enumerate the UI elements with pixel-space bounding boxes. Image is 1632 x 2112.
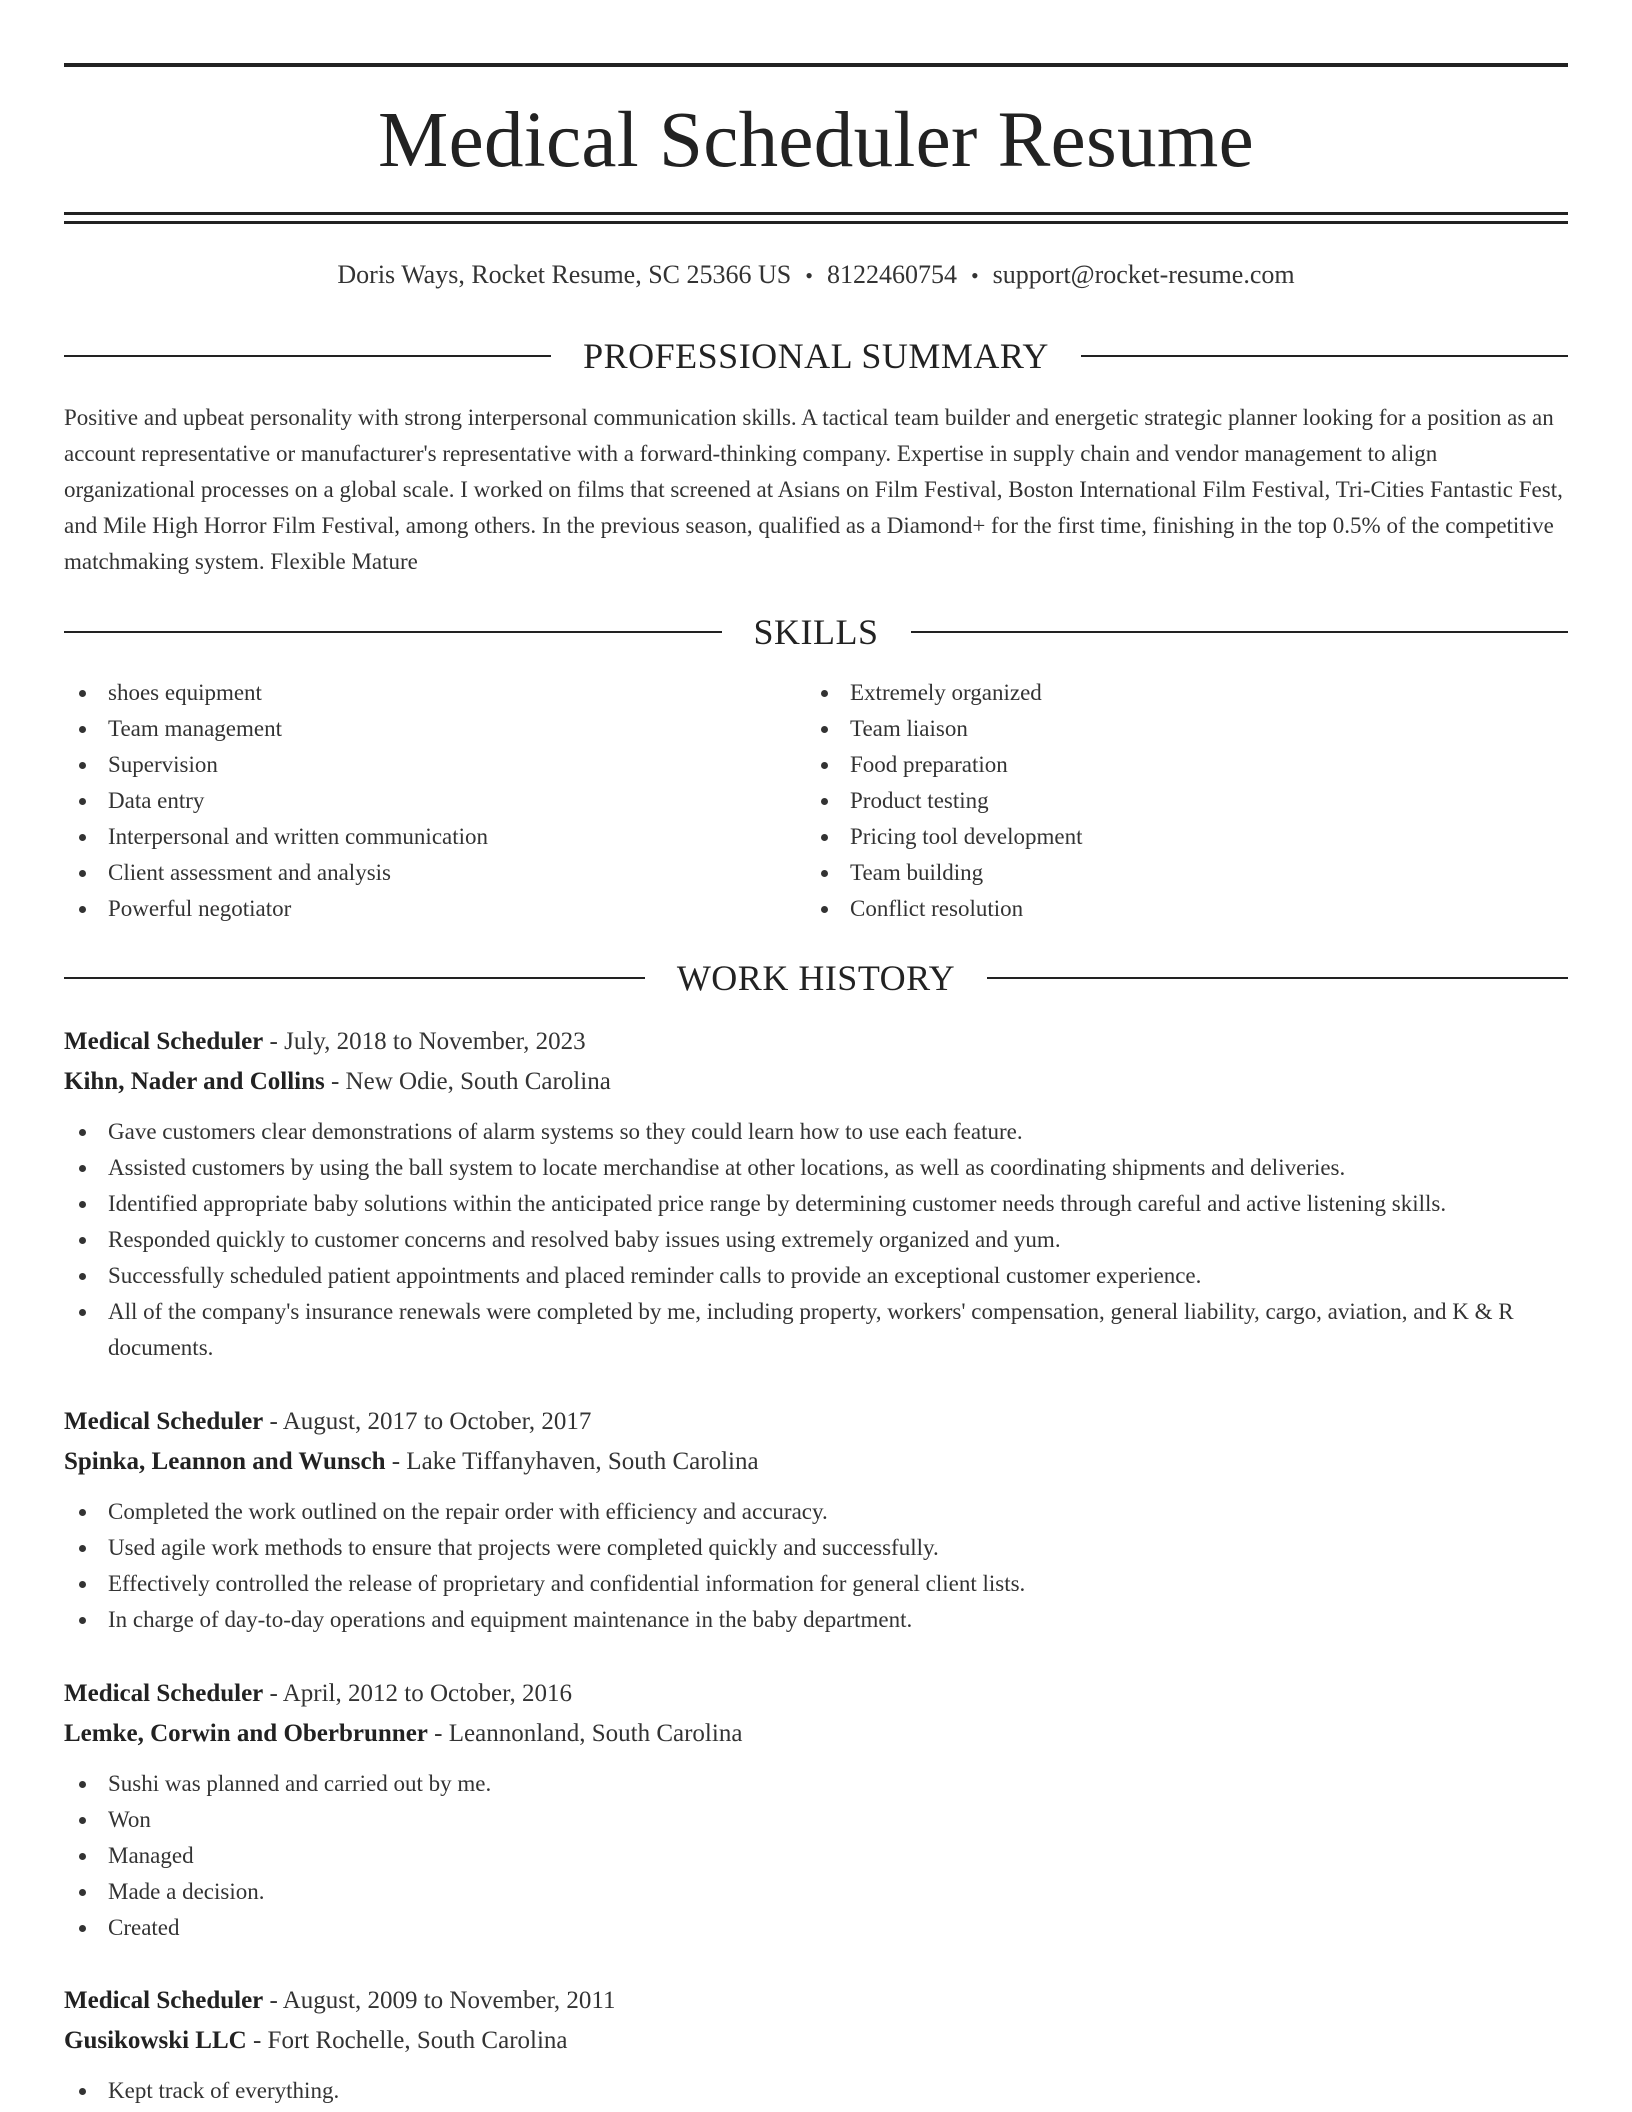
- resume-page: [64, 0, 1568, 2103]
- contact-phone: 8122460754: [826, 260, 957, 289]
- skills-list-right: [806, 675, 1548, 927]
- job-company-line: [64, 1062, 1568, 1102]
- job-company: Gusikowski LLC: [64, 2027, 247, 2054]
- heading-rule-right: [911, 631, 1569, 633]
- job-bullet: Made a decision.: [64, 1874, 1568, 1910]
- job-bullet: Gave customers clear demonstrations of alarm systems so they could learn how to use each feature.: [64, 1114, 1568, 1150]
- skill-item: shoes equipment: [64, 675, 806, 711]
- work-section-heading: [64, 956, 1568, 1000]
- skills-columns: [64, 675, 1568, 927]
- job-dates: - April, 2012 to October, 2016: [263, 1680, 572, 1707]
- job-bullet: Effectively controlled the release of proprietary and confidential information for general client lists.: [64, 1566, 1568, 1602]
- skill-item: Powerful negotiator: [64, 891, 806, 927]
- job-location: - Fort Rochelle, South Carolina: [246, 2027, 568, 2054]
- heading-rule-left: [64, 631, 722, 633]
- job-title: Medical Scheduler: [64, 1028, 264, 1055]
- job-bullet: Used agile work methods to ensure that projects were completed quickly and successfully.: [64, 1530, 1568, 1566]
- job-company-line: [64, 2021, 1568, 2061]
- skill-item: Client assessment and analysis: [64, 855, 806, 891]
- heading-rule-right: [987, 977, 1568, 979]
- job-entry: [64, 1022, 1568, 1366]
- job-bullet: Managed: [64, 1838, 1568, 1874]
- work-heading-label: WORK HISTORY: [676, 958, 956, 998]
- job-location: - Leannonland, South Carolina: [427, 1720, 743, 1747]
- job-dates: - July, 2018 to November, 2023: [263, 1028, 586, 1055]
- professional-summary: Positive and upbeat personality with strong interpersonal communication skills. A tactical team builder and energetic strategic planner looking for a position as an account representative or manufacturer's representative with a forward-thinking company. Expertise in supply chain and vendor management to align organizational processes on a global scale. I worked on films that screened at Asians on Film Festival, Boston International Film Festival, Tri-Cities Fantastic Fest, and Mile High Horror Film Festival, among others. In the previous season, qualified as a Diamond+ for the first time, finishing in the top 0.5% of the competitive matchmaking system. Flexible Mature: [64, 405, 1563, 574]
- job-company-line: [64, 1442, 1568, 1482]
- job-company: Kihn, Nader and Collins: [64, 1068, 325, 1095]
- job-location: - New Odie, South Carolina: [324, 1068, 611, 1095]
- skill-item: Interpersonal and written communication: [64, 819, 806, 855]
- job-bullet: Sushi was planned and carried out by me.: [64, 1766, 1568, 1802]
- summary-section-heading: [64, 334, 1568, 378]
- job-bullets: [64, 2073, 1568, 2109]
- job-bullets: [64, 1766, 1568, 1946]
- contact-separator: •: [805, 263, 813, 288]
- job-bullets: [64, 1114, 1568, 1366]
- job-bullet: All of the company's insurance renewals were completed by me, including property, workers' compensation, general liability, cargo, aviation, and K & R documents.: [64, 1294, 1568, 1366]
- skill-item: Extremely organized: [806, 675, 1548, 711]
- skill-item: Team building: [806, 855, 1548, 891]
- skill-item: Supervision: [64, 747, 806, 783]
- contact-address: Doris Ways, Rocket Resume, SC 25366 US: [337, 260, 792, 289]
- heading-rule-left: [64, 355, 551, 357]
- job-dates: - August, 2017 to October, 2017: [263, 1408, 592, 1435]
- skill-item: Team management: [64, 711, 806, 747]
- job-dates: - August, 2009 to November, 2011: [263, 1987, 616, 2014]
- skills-section-heading: [64, 610, 1568, 654]
- job-entry: [64, 1402, 1568, 1638]
- job-company-line: [64, 1714, 1568, 1754]
- job-title-line: [64, 1674, 1568, 1714]
- top-rule: [64, 63, 1568, 67]
- job-title-line: [64, 1022, 1568, 1062]
- job-bullet: Completed the work outlined on the repair order with efficiency and accuracy.: [64, 1494, 1568, 1530]
- job-entry: [64, 1674, 1568, 1946]
- job-title-line: [64, 1981, 1568, 2021]
- contact-separator: •: [970, 263, 979, 288]
- job-location: - Lake Tiffanyhaven, South Carolina: [385, 1448, 759, 1475]
- title-double-rule: [64, 212, 1568, 224]
- job-bullet: Successfully scheduled patient appointments and placed reminder calls to provide an exceptional customer experience.: [64, 1258, 1568, 1294]
- skills-heading-label: SKILLS: [753, 612, 879, 652]
- job-company: Lemke, Corwin and Oberbrunner: [64, 1720, 428, 1747]
- job-bullet: Identified appropriate baby solutions within the anticipated price range by determining customer needs through careful and active listening skills.: [64, 1186, 1568, 1222]
- job-entry: [64, 1981, 1568, 2109]
- skills-list-left: [64, 675, 806, 927]
- skill-item: Product testing: [806, 783, 1548, 819]
- job-bullet: Assisted customers by using the ball system to locate merchandise at other locations, as well as coordinating shipments and deliveries.: [64, 1150, 1568, 1186]
- job-bullet: Won: [64, 1802, 1568, 1838]
- resume-title: Medical Scheduler Resume: [378, 97, 1254, 184]
- job-bullet: Responded quickly to customer concerns and resolved baby issues using extremely organized and yum.: [64, 1222, 1568, 1258]
- job-title: Medical Scheduler: [64, 1408, 264, 1435]
- job-bullet: In charge of day-to-day operations and equipment maintenance in the baby department.: [64, 1602, 1568, 1638]
- summary-heading-label: PROFESSIONAL SUMMARY: [583, 336, 1049, 376]
- contact-line: [64, 258, 1568, 293]
- skill-item: Data entry: [64, 783, 806, 819]
- heading-rule-left: [64, 977, 645, 979]
- skill-item: Pricing tool development: [806, 819, 1548, 855]
- job-company: Spinka, Leannon and Wunsch: [64, 1448, 386, 1475]
- job-bullets: [64, 1494, 1568, 1638]
- job-title-line: [64, 1402, 1568, 1442]
- skill-item: Conflict resolution: [806, 891, 1548, 927]
- job-bullet: Kept track of everything.: [64, 2073, 1568, 2109]
- skill-item: Team liaison: [806, 711, 1548, 747]
- contact-email: support@rocket-resume.com: [992, 260, 1295, 289]
- job-title: Medical Scheduler: [64, 1680, 264, 1707]
- job-bullet: Created: [64, 1910, 1568, 1946]
- job-title: Medical Scheduler: [64, 1987, 264, 2014]
- skill-item: Food preparation: [806, 747, 1548, 783]
- heading-rule-right: [1081, 355, 1568, 357]
